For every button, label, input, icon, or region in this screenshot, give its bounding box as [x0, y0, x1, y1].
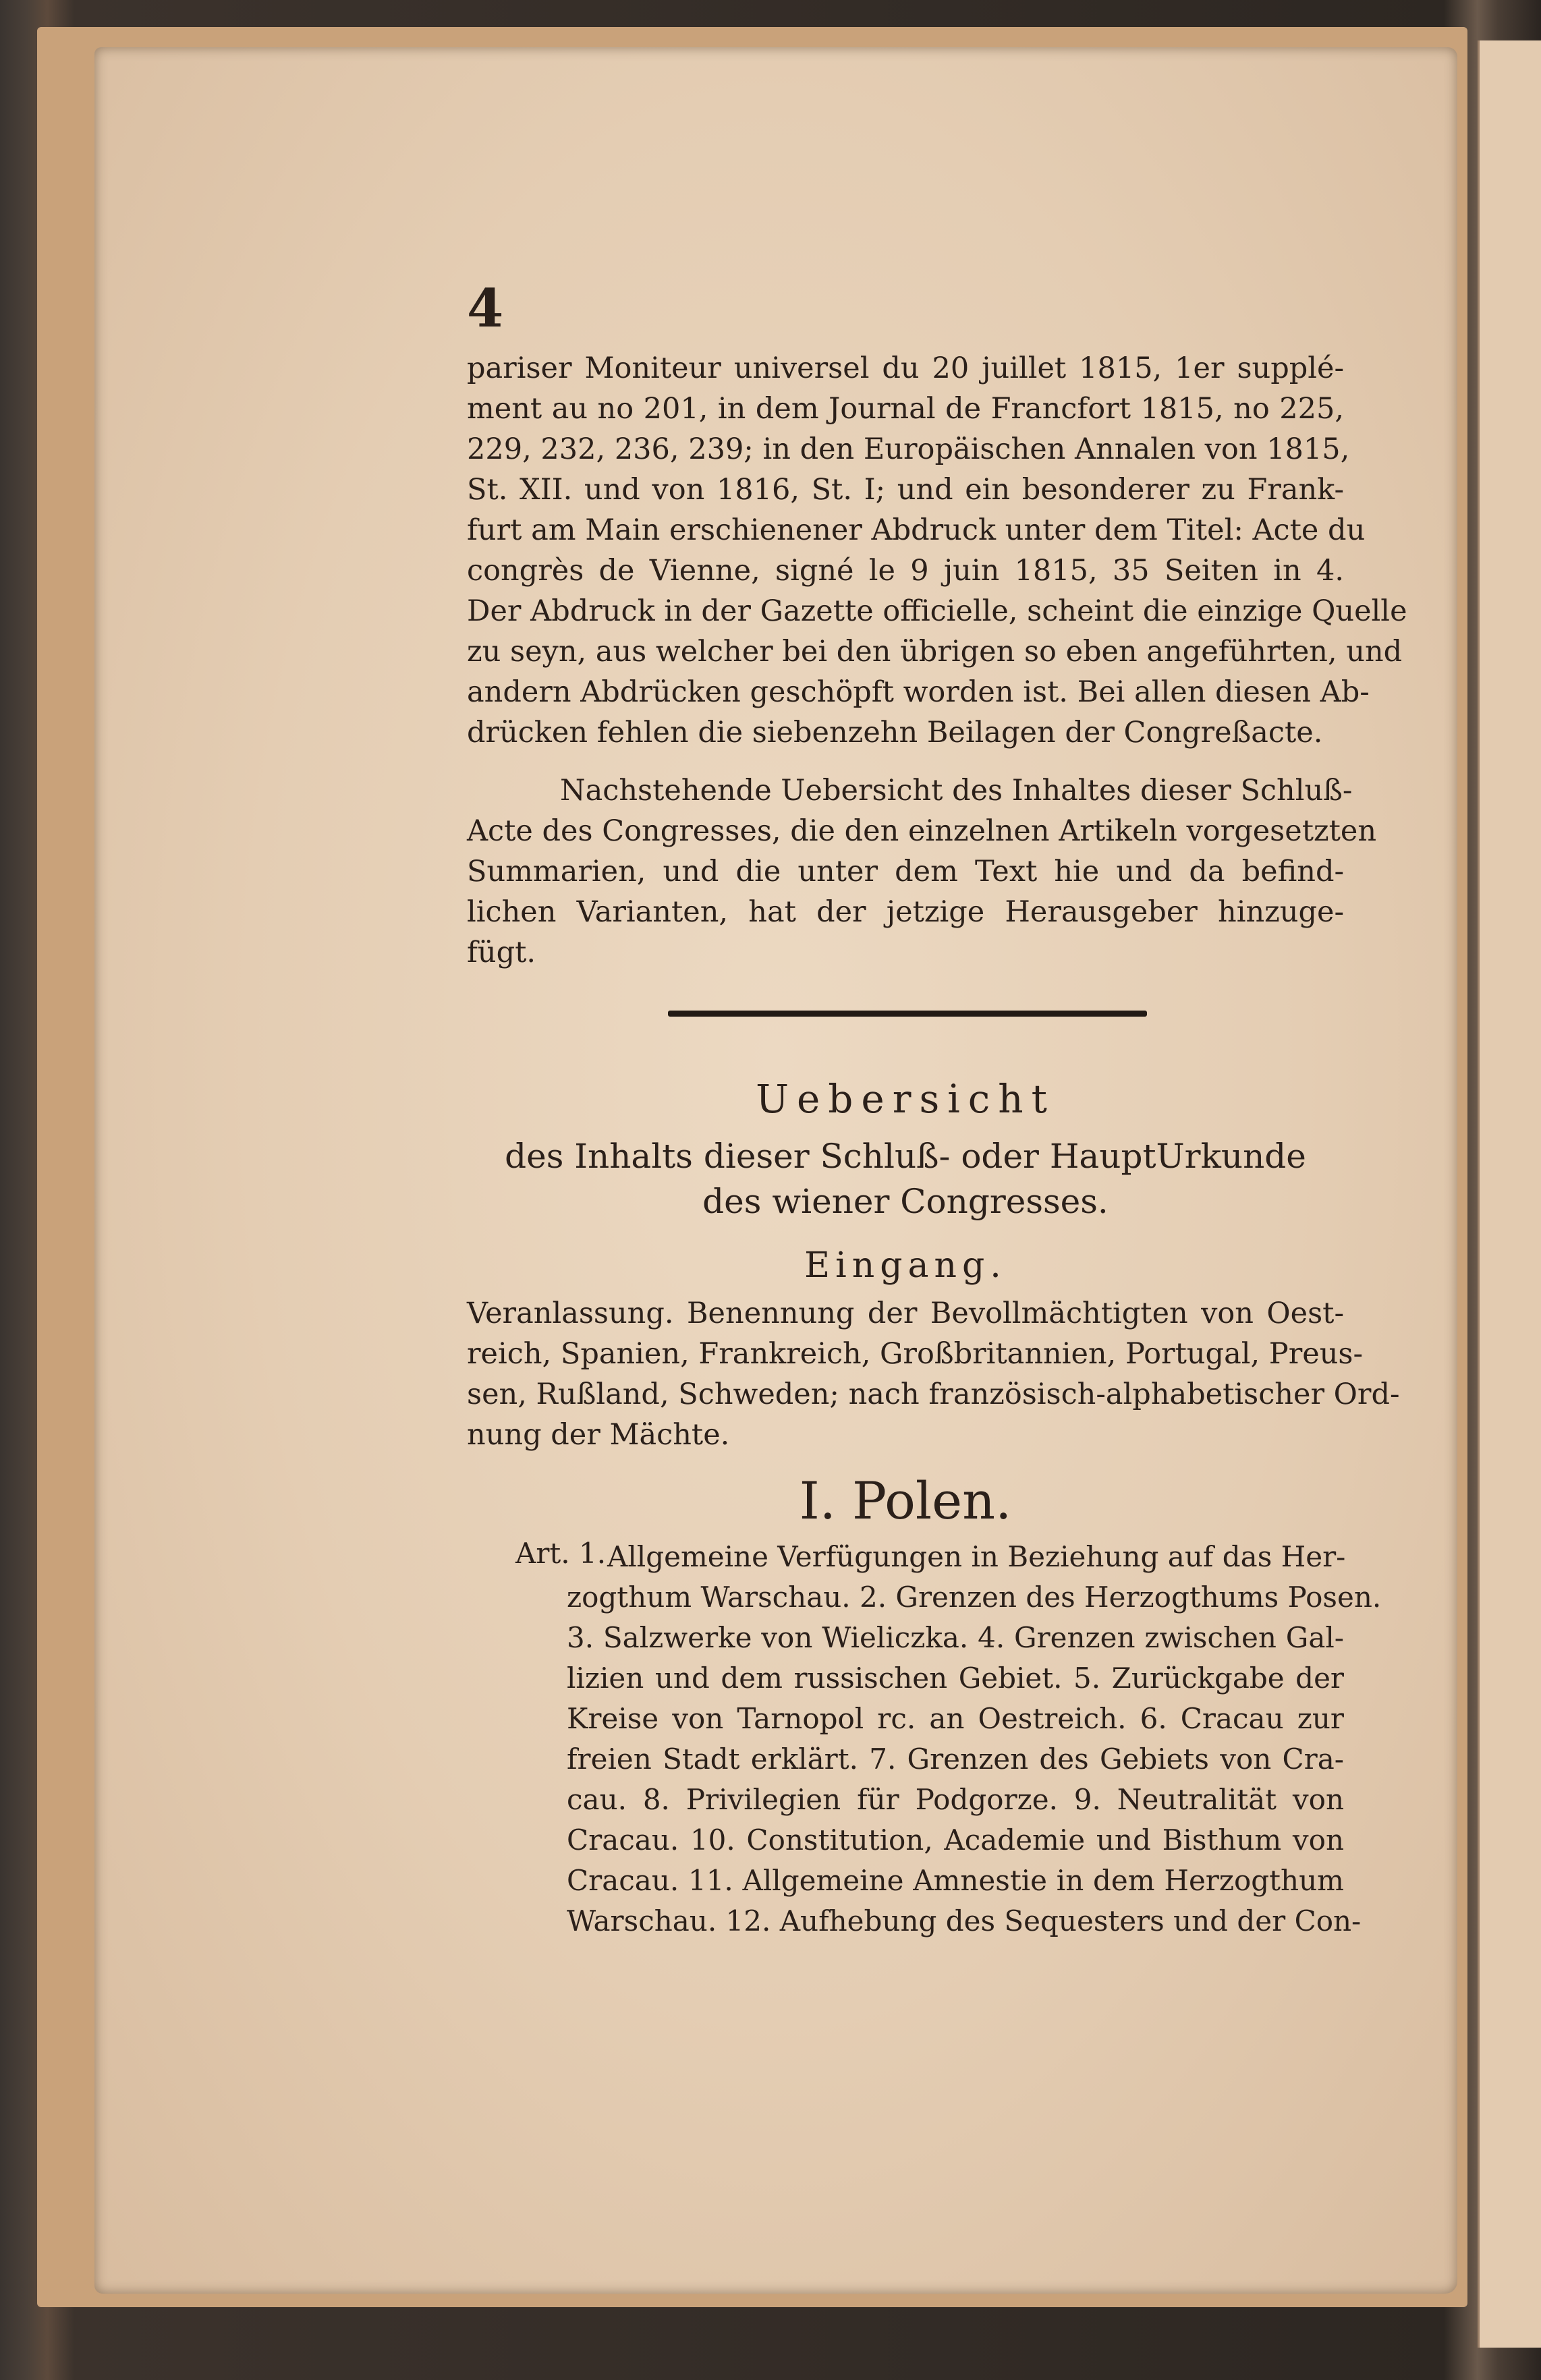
- text-line: 229, 232, 236, 239; in den Europäischen Annalen von 1815,: [467, 432, 1350, 466]
- text-line: fügt.: [467, 936, 536, 969]
- text-line: Allgemeine Verfügungen in Beziehung auf das Her-: [607, 1540, 1346, 1573]
- text-line: reich, Spanien, Frankreich, Großbritannien, Portugal, Preus-: [467, 1337, 1364, 1371]
- text-line: lizien und dem russischen Gebiet. 5. Zurückgabe der: [567, 1662, 1344, 1695]
- horizontal-rule: [668, 1011, 1147, 1017]
- text-line: nung der Mächte.: [467, 1418, 730, 1452]
- text-line: furt am Main erschienener Abdruck unter dem Titel: Acte du: [467, 513, 1366, 547]
- text-line: sen, Rußland, Schweden; nach französisch-alphabetischer Ord-: [467, 1378, 1400, 1411]
- text-line: andern Abdrücken geschöpft worden ist. Bei allen diesen Ab-: [467, 675, 1370, 709]
- text-line: freien Stadt erklärt. 7. Grenzen des Gebiets von Cra-: [567, 1743, 1344, 1776]
- text-line: ment au no 201, in dem Journal de Francfort 1815, no 225,: [467, 392, 1344, 426]
- text-line: Summarien, und die unter dem Text hie und da befind-: [467, 855, 1344, 888]
- page-number: 4: [467, 278, 504, 339]
- eingang-heading: Eingang.: [804, 1245, 1007, 1286]
- text-line: 3. Salzwerke von Wieliczka. 4. Grenzen zwischen Gal-: [567, 1621, 1344, 1654]
- heading-subtitle: des wiener Congresses.: [702, 1182, 1109, 1221]
- text-line: cau. 8. Privilegien für Podgorze. 9. Neutralität von: [567, 1783, 1344, 1816]
- text-line: zu seyn, aus welcher bei den übrigen so eben angeführten, und: [467, 635, 1403, 669]
- facing-page-edge: [1478, 40, 1541, 2348]
- text-line: Der Abdruck in der Gazette officielle, scheint die einzige Quelle: [467, 594, 1407, 628]
- polen-heading: I. Polen.: [799, 1471, 1012, 1531]
- text-line: St. XII. und von 1816, St. I; und ein besonderer zu Frank-: [467, 473, 1344, 507]
- text-line: Veranlassung. Benennung der Bevollmächtigten von Oest-: [467, 1297, 1344, 1330]
- text-line: Kreise von Tarnopol rc. an Oestreich. 6. Cracau zur: [567, 1702, 1344, 1735]
- text-line: Acte des Congresses, die den einzelnen Artikeln vorgesetzten: [467, 814, 1377, 848]
- text-line: pariser Moniteur universel du 20 juillet 1815, 1er supplé-: [467, 351, 1344, 385]
- text-line: Cracau. 10. Constitution, Academie und Bisthum von: [567, 1823, 1344, 1857]
- text-line: Nachstehende Uebersicht des Inhaltes dieser Schluß-: [560, 774, 1353, 808]
- article-label: Art. 1.: [515, 1537, 607, 1570]
- heading-subtitle: des Inhalts dieser Schluß- oder HauptUrkunde: [505, 1137, 1306, 1176]
- text-line: Warschau. 12. Aufhebung des Sequesters und der Con-: [567, 1904, 1362, 1937]
- section-heading: Uebersicht: [756, 1076, 1055, 1122]
- text-line: lichen Varianten, hat der jetzige Herausgeber hinzuge-: [467, 895, 1344, 929]
- text-line: zogthum Warschau. 2. Grenzen des Herzogthums Posen.: [567, 1581, 1382, 1614]
- text-line: Cracau. 11. Allgemeine Amnestie in dem Herzogthum: [567, 1864, 1344, 1897]
- text-line: drücken fehlen die siebenzehn Beilagen der Congreßacte.: [467, 716, 1323, 749]
- text-line: congrès de Vienne, signé le 9 juin 1815, 35 Seiten in 4.: [467, 554, 1344, 588]
